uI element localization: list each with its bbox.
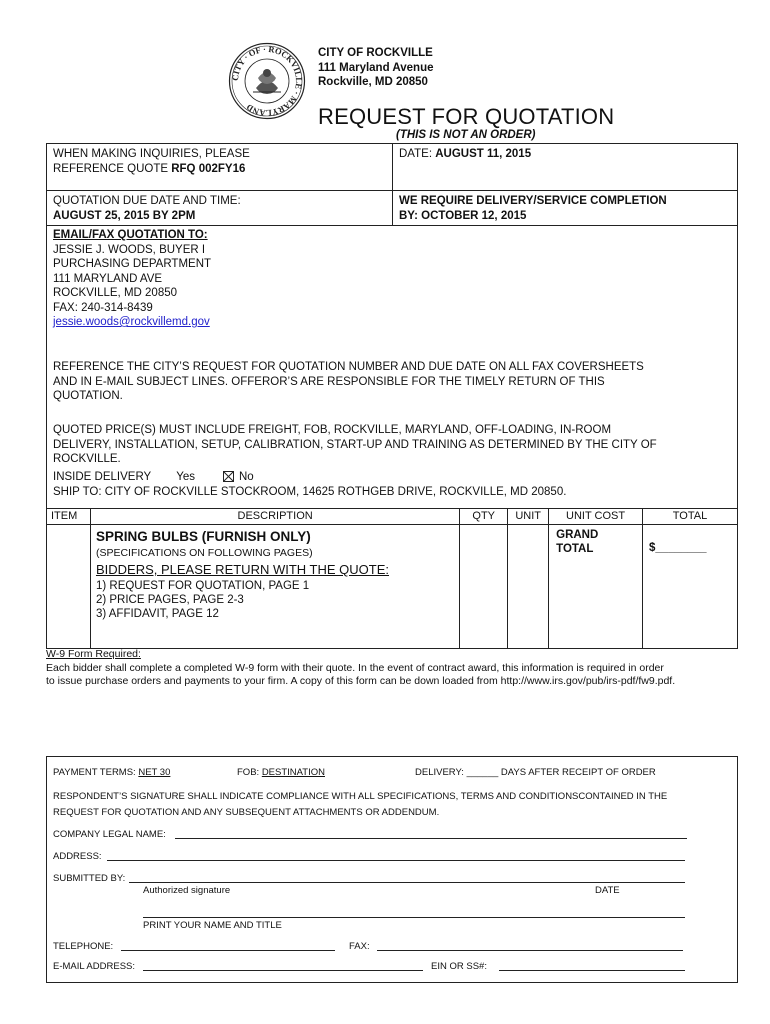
authorized-signature-caption: Authorized signature bbox=[143, 885, 231, 896]
unit-cell bbox=[508, 525, 549, 649]
return-list: 1) REQUEST FOR QUOTATION, PAGE 1 2) PRICE PAGES, PAGE 2-3 3) AFFIDAVIT, PAGE 12 bbox=[95, 580, 310, 620]
ship-to: SHIP TO: CITY OF ROCKVILLE STOCKROOM, 14625 ROTHGEB DRIVE, ROCKVILLE, MD 20850. bbox=[53, 486, 567, 498]
reference-note: REFERENCE THE CITY’S REQUEST FOR QUOTATION NUMBER AND DUE DATE ON ALL FAX COVERSHEETS AND IN E-MAIL SUBJECT LINES. OFFEROR’S ARE RESPONSIBLE FOR THE TIMELY RETURN OF THIS QUOTATION. bbox=[53, 361, 644, 402]
email-label: E-MAIL ADDRESS: bbox=[53, 961, 136, 972]
response-box bbox=[46, 756, 738, 983]
total-cell[interactable]: $________ bbox=[643, 525, 738, 649]
city-seal bbox=[228, 42, 306, 120]
delivery-requirement: WE REQUIRE DELIVERY/SERVICE COMPLETION BY: OCTOBER 12, 2015 bbox=[399, 195, 667, 222]
no-checkbox[interactable] bbox=[223, 471, 234, 482]
submitted-by-label: SUBMITTED BY: bbox=[53, 873, 126, 884]
print-name-caption: PRINT YOUR NAME AND TITLE bbox=[143, 920, 282, 931]
contact-heading: EMAIL/FAX QUOTATION TO: bbox=[53, 229, 208, 241]
city-street: 111 Maryland Avenue bbox=[318, 61, 434, 74]
svg-text:CITY · OF · ROCKVILLE · MARYLA: CITY · OF · ROCKVILLE · MARYLAND bbox=[229, 43, 305, 119]
inquiry-text: WHEN MAKING INQUIRIES, PLEASE REFERENCE QUOTE RFQ 002FY16 bbox=[53, 148, 250, 175]
return-heading: BIDDERS, PLEASE RETURN WITH THE QUOTE: bbox=[95, 562, 389, 577]
date-caption: DATE bbox=[595, 885, 620, 896]
due-date-row bbox=[46, 190, 738, 226]
header-unit-cost: UNIT COST bbox=[549, 509, 643, 525]
header-item: ITEM bbox=[47, 509, 91, 525]
items-table bbox=[46, 508, 738, 649]
inside-delivery-row: INSIDE DELIVERY Yes No bbox=[53, 471, 254, 483]
company-name-field[interactable] bbox=[175, 838, 687, 839]
ein-label: EIN OR SS#: bbox=[431, 961, 487, 972]
item-title: SPRING BULBS (FURNISH ONLY) bbox=[95, 529, 311, 544]
fob-terms: FOB: DESTINATION bbox=[237, 767, 325, 778]
header-unit: UNIT bbox=[508, 509, 549, 525]
header-qty: QTY bbox=[460, 509, 508, 525]
print-name-field[interactable] bbox=[143, 917, 685, 918]
delivery-days[interactable]: DELIVERY: ______ DAYS AFTER RECEIPT OF ORDER bbox=[415, 767, 656, 778]
header-description: DESCRIPTION bbox=[90, 509, 459, 525]
payment-terms: PAYMENT TERMS: NET 30 bbox=[53, 767, 171, 778]
table-header-row bbox=[47, 509, 738, 525]
fax-label: FAX: bbox=[349, 941, 370, 952]
city-state-zip: Rockville, MD 20850 bbox=[318, 76, 428, 88]
contact-block: EMAIL/FAX QUOTATION TO: JESSIE J. WOODS, BUYER I PURCHASING DEPARTMENT 111 MARYLAND AVE ROCKVILLE, MD 20850 FAX: 240-314-8439 jessie.woods@rockvillemd.gov bbox=[53, 229, 212, 328]
telephone-field[interactable] bbox=[121, 950, 335, 951]
inquiry-row bbox=[46, 143, 738, 191]
checkmark-x-icon bbox=[224, 472, 233, 481]
w9-section: W-9 Form Required: Each bidder shall complete a completed W-9 form with their quote. In the event of contract award, this information is required in order to issue purchase orders and payments to your firm. A copy of this form can be down loaded from http://www.irs.gov/pub/irs-pdf/fw9.pdf. bbox=[46, 648, 676, 687]
instructions-box bbox=[46, 225, 738, 509]
ein-field[interactable] bbox=[499, 970, 685, 971]
company-name-row: COMPANY LEGAL NAME: bbox=[53, 829, 166, 840]
pricing-note: QUOTED PRICE(S) MUST INCLUDE FREIGHT, FOB, ROCKVILLE, MARYLAND, OFF-LOADING, IN-ROOM DELIVERY, INSTALLATION, SETUP, CALIBRATION, START-UP AND TRAINING AS DETERMINED BY THE CITY OF ROCKVILLE. bbox=[53, 424, 657, 465]
description-cell: SPRING BULBS (FURNISH ONLY) (SPECIFICATIONS ON FOLLOWING PAGES) BIDDERS, PLEASE RETURN WITH THE QUOTE: 1) REQUEST FOR QUOTATION, PAGE 1 2) PRICE PAGES, PAGE 2-3 3) AFFIDAVIT, PAGE 12 bbox=[90, 525, 459, 649]
w9-heading: W-9 Form Required: bbox=[46, 648, 141, 660]
item-cell bbox=[47, 525, 91, 649]
date-field: DATE: AUGUST 11, 2015 bbox=[399, 148, 532, 160]
signature-field[interactable] bbox=[129, 882, 685, 883]
email-field[interactable] bbox=[143, 970, 423, 971]
page-title: REQUEST FOR QUOTATION bbox=[318, 104, 615, 129]
grand-total-label: GRAND TOTAL bbox=[549, 525, 643, 649]
address-field[interactable] bbox=[107, 860, 685, 861]
quote-reference: RFQ 002FY16 bbox=[171, 162, 246, 175]
header-total: TOTAL bbox=[643, 509, 738, 525]
address-label: ADDRESS: bbox=[53, 851, 102, 862]
qty-cell bbox=[460, 525, 508, 649]
fax-field[interactable] bbox=[377, 950, 683, 951]
not-an-order-note: (THIS IS NOT AN ORDER) bbox=[396, 129, 536, 141]
compliance-note: RESPONDENT’S SIGNATURE SHALL INDICATE COMPLIANCE WITH ALL SPECIFICATIONS, TERMS AND CONDITIONSCONTAINED IN THE REQUEST FOR QUOTATION AND ANY SUBSEQUENT ATTACHMENTS OR ADDENDUM. bbox=[53, 791, 668, 818]
due-date-field: QUOTATION DUE DATE AND TIME: AUGUST 25, 2015 BY 2PM bbox=[53, 195, 241, 222]
city-name: CITY OF ROCKVILLE bbox=[318, 47, 433, 59]
telephone-label: TELEPHONE: bbox=[53, 941, 114, 952]
buyer-email-link[interactable]: jessie.woods@rockvillemd.gov bbox=[53, 316, 210, 328]
city-address bbox=[318, 46, 433, 90]
table-row bbox=[47, 525, 738, 649]
